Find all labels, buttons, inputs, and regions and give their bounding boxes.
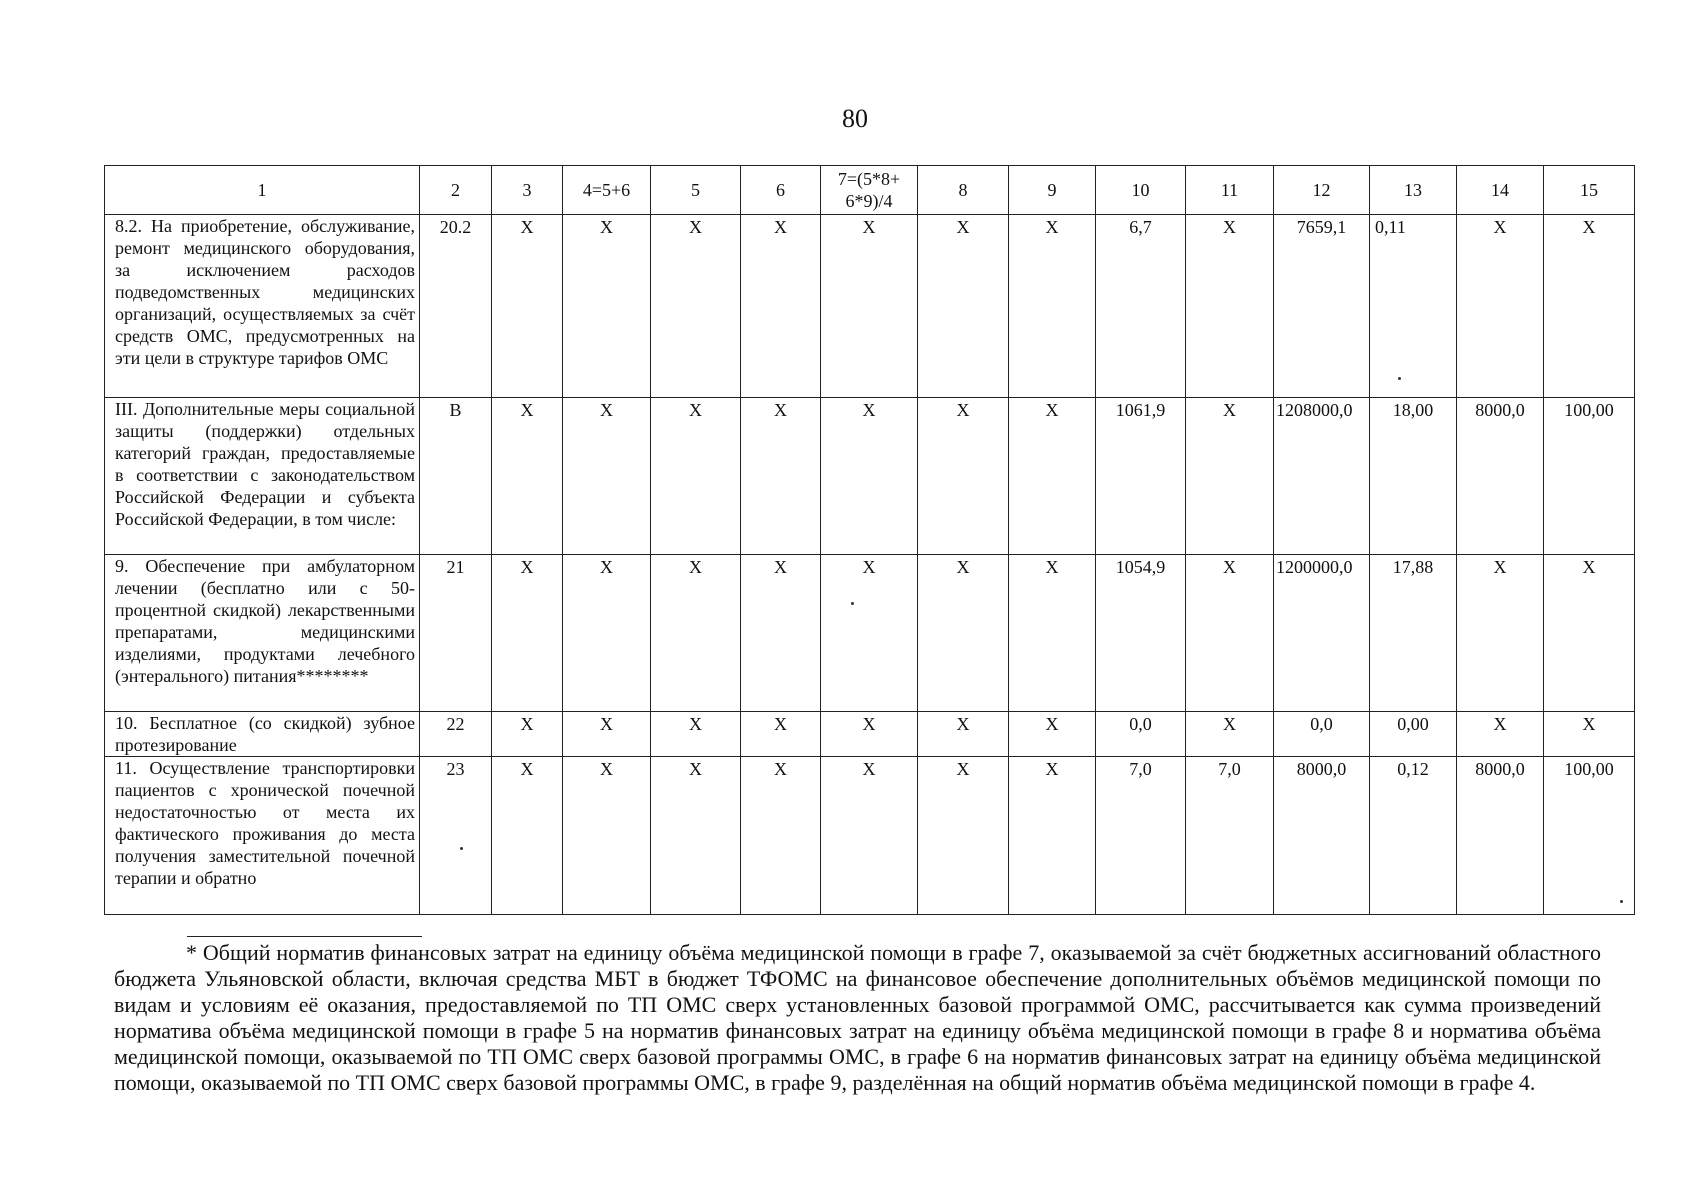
header-cell: 15 xyxy=(1544,166,1635,215)
table-cell: Х xyxy=(492,712,563,757)
table-cell: Х xyxy=(918,757,1009,915)
table-cell: Х xyxy=(492,215,563,398)
table-cell: 1061,9 xyxy=(1096,398,1186,555)
table-cell: 0,0 xyxy=(1096,712,1186,757)
table-cell: Х xyxy=(651,398,741,555)
row-name-cell: 10. Бесплатное (со скидкой) зубное протезирование xyxy=(105,712,420,757)
table-cell: Х xyxy=(821,712,918,757)
scan-speck xyxy=(851,602,854,605)
table-cell: Х xyxy=(1186,712,1274,757)
header-cell: 12 xyxy=(1274,166,1370,215)
table-cell: Х xyxy=(821,398,918,555)
table-cell: Х xyxy=(563,757,651,915)
table-cell: Х xyxy=(1544,215,1635,398)
table-cell: Х xyxy=(492,398,563,555)
table-row xyxy=(105,555,1635,712)
table-row xyxy=(105,398,1635,555)
header-cell: 1 xyxy=(105,166,420,215)
table-row xyxy=(105,757,1635,915)
table-cell: 17,88 xyxy=(1370,555,1457,712)
table-cell: 18,00 xyxy=(1370,398,1457,555)
table-cell: Х xyxy=(741,555,821,712)
table-cell: 0,12 xyxy=(1370,757,1457,915)
header-cell: 6 xyxy=(741,166,821,215)
table-cell: Х xyxy=(1186,555,1274,712)
table-cell: Х xyxy=(1457,215,1544,398)
scan-speck xyxy=(1620,900,1623,903)
table-cell: 21 xyxy=(420,555,492,712)
table-cell: Х xyxy=(741,757,821,915)
table-cell: 22 xyxy=(420,712,492,757)
header-cell: 9 xyxy=(1009,166,1096,215)
row-name-cell: III. Дополнительные меры социальной защиты (поддержки) отдельных категорий граждан, предоставляемые в соответствии с законодательством Российской Федерации и субъекта Российской Федерации, в том числе: xyxy=(105,398,420,555)
table-cell: Х xyxy=(741,215,821,398)
table-row xyxy=(105,215,1635,398)
table-cell: Х xyxy=(1544,712,1635,757)
table-cell: 0,0 xyxy=(1274,712,1370,757)
table-cell: Х xyxy=(1009,757,1096,915)
table-cell: Х xyxy=(651,215,741,398)
page-number: 80 xyxy=(842,104,868,133)
table-cell: 23 xyxy=(420,757,492,915)
table-cell: 20.2 xyxy=(420,215,492,398)
table-cell: 100,00 xyxy=(1544,398,1635,555)
table-cell: Х xyxy=(918,712,1009,757)
table-cell: Х xyxy=(563,712,651,757)
header-cell: 11 xyxy=(1186,166,1274,215)
table-cell: 0,00 xyxy=(1370,712,1457,757)
header-cell: 7=(5*8+ 6*9)/4 xyxy=(821,166,918,215)
header-cell: 4=5+6 xyxy=(563,166,651,215)
table-cell: Х xyxy=(492,555,563,712)
table-cell: Х xyxy=(1457,712,1544,757)
table-cell: 1200000,0 xyxy=(1274,555,1370,712)
table-cell: 6,7 xyxy=(1096,215,1186,398)
header-cell: 8 xyxy=(918,166,1009,215)
row-name-cell: 9. Обеспечение при амбулаторном лечении (бесплатно или с 50-процентной скидкой) лекарственными препаратами, медицинскими изделиями, продуктами лечебного (энтерального) питания******** xyxy=(105,555,420,712)
table-cell: 8000,0 xyxy=(1274,757,1370,915)
table-cell: 8000,0 xyxy=(1457,757,1544,915)
header-cell: 3 xyxy=(492,166,563,215)
row-name-cell: 8.2. На приобретение, обслуживание, ремонт медицинского оборудования, за исключением расходов подведомственных медицинских организаций, осуществляемых за счёт средств ОМС, предусмотренных на эти цели в структуре тарифов ОМС xyxy=(105,215,420,398)
table-cell: Х xyxy=(741,712,821,757)
table-cell: Х xyxy=(1009,712,1096,757)
table-cell: Х xyxy=(918,555,1009,712)
header-cell: 10 xyxy=(1096,166,1186,215)
table-cell: Х xyxy=(821,757,918,915)
table-cell: Х xyxy=(918,215,1009,398)
table-cell: Х xyxy=(563,398,651,555)
header-cell: 14 xyxy=(1457,166,1544,215)
table-cell: Х xyxy=(1457,555,1544,712)
scan-speck xyxy=(1398,377,1401,380)
table-cell: 7659,1 xyxy=(1274,215,1370,398)
table-cell: Х xyxy=(651,757,741,915)
table-cell: 100,00 xyxy=(1544,757,1635,915)
table-cell: Х xyxy=(651,555,741,712)
table-cell: Х xyxy=(1186,398,1274,555)
scan-speck xyxy=(460,847,463,850)
table-cell: Х xyxy=(821,215,918,398)
table-cell: Х xyxy=(651,712,741,757)
table-cell: Х xyxy=(821,555,918,712)
header-cell: 5 xyxy=(651,166,741,215)
table-cell: Х xyxy=(1009,398,1096,555)
table-cell: Х xyxy=(563,215,651,398)
table-cell: 0,11 xyxy=(1370,215,1457,398)
table-cell: 7,0 xyxy=(1096,757,1186,915)
table-cell: Х xyxy=(1009,215,1096,398)
table-cell: Х xyxy=(918,398,1009,555)
header-row xyxy=(105,166,1635,215)
footnote-separator xyxy=(187,936,422,937)
table-cell: Х xyxy=(1009,555,1096,712)
table-cell: 1208000,0 xyxy=(1274,398,1370,555)
header-cell: 2 xyxy=(420,166,492,215)
table-cell: Х xyxy=(741,398,821,555)
table-row xyxy=(105,712,1635,757)
norms-table xyxy=(104,165,1635,915)
table-cell: 8000,0 xyxy=(1457,398,1544,555)
table-cell: 7,0 xyxy=(1186,757,1274,915)
table-cell: Х xyxy=(1544,555,1635,712)
footnote: * Общий норматив финансовых затрат на единицу объёма медицинской помощи в графе 7, оказываемой за счёт бюджетных ассигнований областного бюджета Ульяновской области, включая средства МБТ в бюджет ТФОМС на финансовое обеспечение дополнительных объёмов медицинской помощи по видам и условиям её оказания, предоставляемой по ТП ОМС сверх установленных базовой программой ОМС, рассчитывается как сумма произведений норматива объёма медицинской помощи в графе 5 на норматив финансовых затрат на единицу объёма медицинской помощи в графе 8 и норматива объёма медицинской помощи, оказываемой по ТП ОМС сверх базовой программы ОМС, в графе 6 на норматив финансовых затрат на единицу объёма медицинской помощи, оказываемой по ТП ОМС сверх базовой программы ОМС, в графе 9, разделённая на общий норматив объёма медицинской помощи в графе 4. xyxy=(114,940,1601,1095)
table-cell: Х xyxy=(563,555,651,712)
table-cell: В xyxy=(420,398,492,555)
header-cell: 13 xyxy=(1370,166,1457,215)
row-name-cell: 11. Осуществление транспортировки пациентов с хронической почечной недостаточностью от места их фактического проживания до места получения заместительной почечной терапии и обратно xyxy=(105,757,420,915)
table-cell: 1054,9 xyxy=(1096,555,1186,712)
table-cell: Х xyxy=(492,757,563,915)
table-cell: Х xyxy=(1186,215,1274,398)
